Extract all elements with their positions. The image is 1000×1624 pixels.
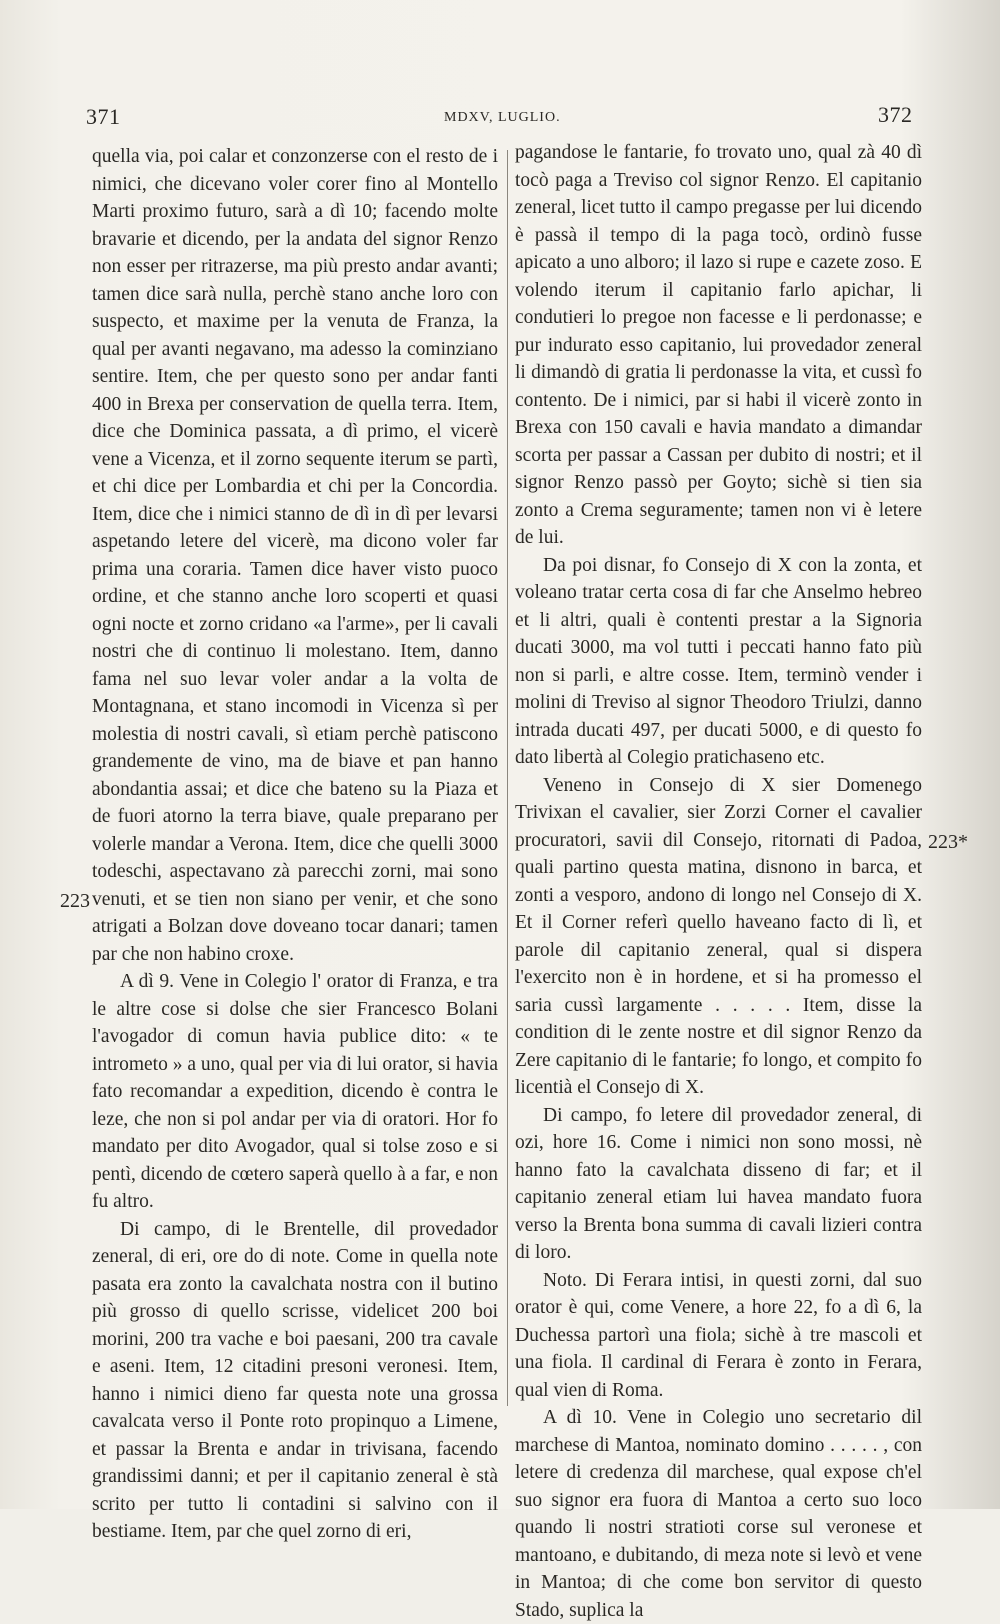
paragraph: Di campo, di le Brentelle, dil provedador zeneral, di eri, ore do di note. Come in quella note pasata era zonto la cavalchata nostra con il butino più grosso di quello scrisse, videlicet 200 boi morini, 200 tra vache e boi paesani, 200 tra cavale e aseni. Item, 12 citadini presoni veronesi. Item, hanno i nimici dieno far questa note una grossa cavalcata verso il Ponte roto propinquo a Limene, et passar la Brenta e andar in trivisana, facendo grandissimi danni; et per il capitanio zeneral è stà scrito per tutto li contadini si salvino con il bestiame. Item, par che quel zorno di eri, <box>92 1218 498 1542</box>
paragraph: quella via, poi calar et conzonzerse con el resto de i nimici, che dicevano voler corer fino al Montello Marti proximo futuro, sarà a dì 10; facendo molte bravarie et dicendo, per la andata del signor Renzo non esser per ritrazerse, ma più presto andar avanti; tamen dice sarà nulla, perchè stano anche loro con suspecto, et maxime per la venuta de Franza, la qual per avanti negavano, ma adesso la cominziano sentire. Item, che per questo sono per andar fanti 400 in Brexa per conservation de quella terra. Item, dice che Dominica passata, a dì primo, el vicerè vene a Vicenza, et il zorno sequente iterum se partì, et chi dice per Lombardia et chi per la Concordia. Item, dice che i nimici stanno de dì in dì per levarsi aspetando letere del vicerè, ma dicono voler far prima una coraria. Tamen dice haver visto puoco ordine, et che stanno anche loro scoperti et quasi ogni nocte et zorno cridano «a l'arme», per li cavali nostri che di continuo li molestano. Item, danno fama nel suo levar voler andar a la volta de Montagnana, et stano incomodi in Vicenza sì per molestia di nostri cavali, sì etiam perchè patiscono grandemente de vino, ma de biave et pan hanno abondantia assai; et dice che bateno su la Piaza et de fuori atorno la terra biave, quale preparano per volerle mandar a Verona. Item, dice che quelli 3000 todeschi, aspectavano zà parecchi zorni, mai sono venuti, et se tien non siano per venir, et che sono atrigati a Bolzan dove doveano tocar danari; tamen par che non habino croxe. <box>92 146 498 965</box>
paragraph: Veneno in Consejo di X sier Domenego Trivixan el cavalier, sier Zorzi Corner el cavalier procuratori, savii dil Consejo, ritornati di Padoa, quali partino questa matina, disnono in barca, et zonti a vesporo, andono di longo nel Consejo di X. Et il Corner referì quello haveano facto di lì, et parole dil capitanio zeneral, qual si dispera l'exercito non è in hordene, et si ha promesso el saria cussì largamente . . . . . Item, disse la condition di le zente nostre et dil signor Renzo da Zere capitanio di le fantarie; fo longo, et compito fo licentià el Consejo di X. <box>515 774 922 1098</box>
page-header <box>0 104 1000 134</box>
paragraph: A dì 9. Vene in Colegio l' orator di Franza, e tra le altre cose si dolse che sier Francesco Bolani l'avogador di comun havia publice dito: « te intrometo » a uno, qual per via di lui orator, si havia fato recomandar a expedition, dicendo è contra le leze, che non si pol andar per via di oratori. Hor fo mandato per dito Avogador, qual si tolse zoso e si pentì, dicendo de cœtero saperà quello à a far, e non fu altro. <box>92 971 498 1212</box>
paragraph: A dì 10. Vene in Colegio uno secretario dil marchese di Mantoa, nominato domino . . . . . , con letere di credenza dil marchese, qual expose ch'el suo signor era fuora di Mantoa a certo suo loco quando li nostri stratioti corse sul veronese et mantoano, e dubitando, di meza note si levò et vene in Mantoa; di che come bon servitor di questo Stado, suplica la <box>515 1407 922 1621</box>
running-title: MDXV, LUGLIO. <box>444 110 561 125</box>
left-column <box>92 143 498 1546</box>
margin-note-left: 223 <box>60 890 90 912</box>
paragraph: pagandose le fantarie, fo trovato uno, qual zà 40 dì tocò paga a Treviso col signor Renzo. El capitanio zeneral, licet tutto il campo pregasse per lui dicendo è passà il tempo di la paga tocò, ordinò fusse apicato a uno alboro; il lazo si rupe e cazete zoso. E volendo iterum il capitanio farlo apichar, li condutieri lo pregoe non facesse e li perdonasse; e pur indurato esso capitanio, lui provedador zeneral li dimandò di gratia li perdonasse la vita, et cussì fo contento. De i nimici, par si habi il vicerè zonto in Brexa con 150 cavali e havia mandato a dimandar scorta per passar a Cassan per dubito di nostri; et il signor Renzo passò per Goyto; sichè si tien sia zonto a Crema seguramente; tamen non vi è letere de lui. <box>515 142 922 548</box>
left-page-number: 371 <box>86 104 121 129</box>
margin-note-right: 223* <box>928 831 968 853</box>
right-page-number: 372 <box>878 102 913 127</box>
column-divider <box>507 150 508 1406</box>
paragraph: Da poi disnar, fo Consejo di X con la zonta, et voleano tratar certa cosa di far che Anselmo hebreo et li altri, quali è contenti prestar a la Signoria ducati 3000, ma vol tutti i peccati hanno fato più non si parli, e altre cosse. Item, terminò vender i molini di Treviso al signor Theodoro Triulzi, danno intrada ducati 497, per ducati 5000, e di questo fo dato libertà al Colegio pratichaseno etc. <box>515 554 922 768</box>
paragraph: Di campo, fo letere dil provedador zeneral, di ozi, hore 16. Come i nimici non sono mossi, nè hanno fato la cavalchata disseno di far; et il capitanio zeneral etiam lui havea mandato fuora verso la Brenta bona summa di cavali lizieri contra di loro. <box>515 1104 922 1263</box>
right-column <box>515 139 922 1624</box>
paragraph: Noto. Di Ferara intisi, in questi zorni, dal suo orator è qui, come Venere, a hore 22, fo a dì 6, la Duchessa partorì una fiola; sichè à tre mascoli et una fiola. Il cardinal di Ferara è zonto in Ferara, qual vien di Roma. <box>515 1269 922 1401</box>
